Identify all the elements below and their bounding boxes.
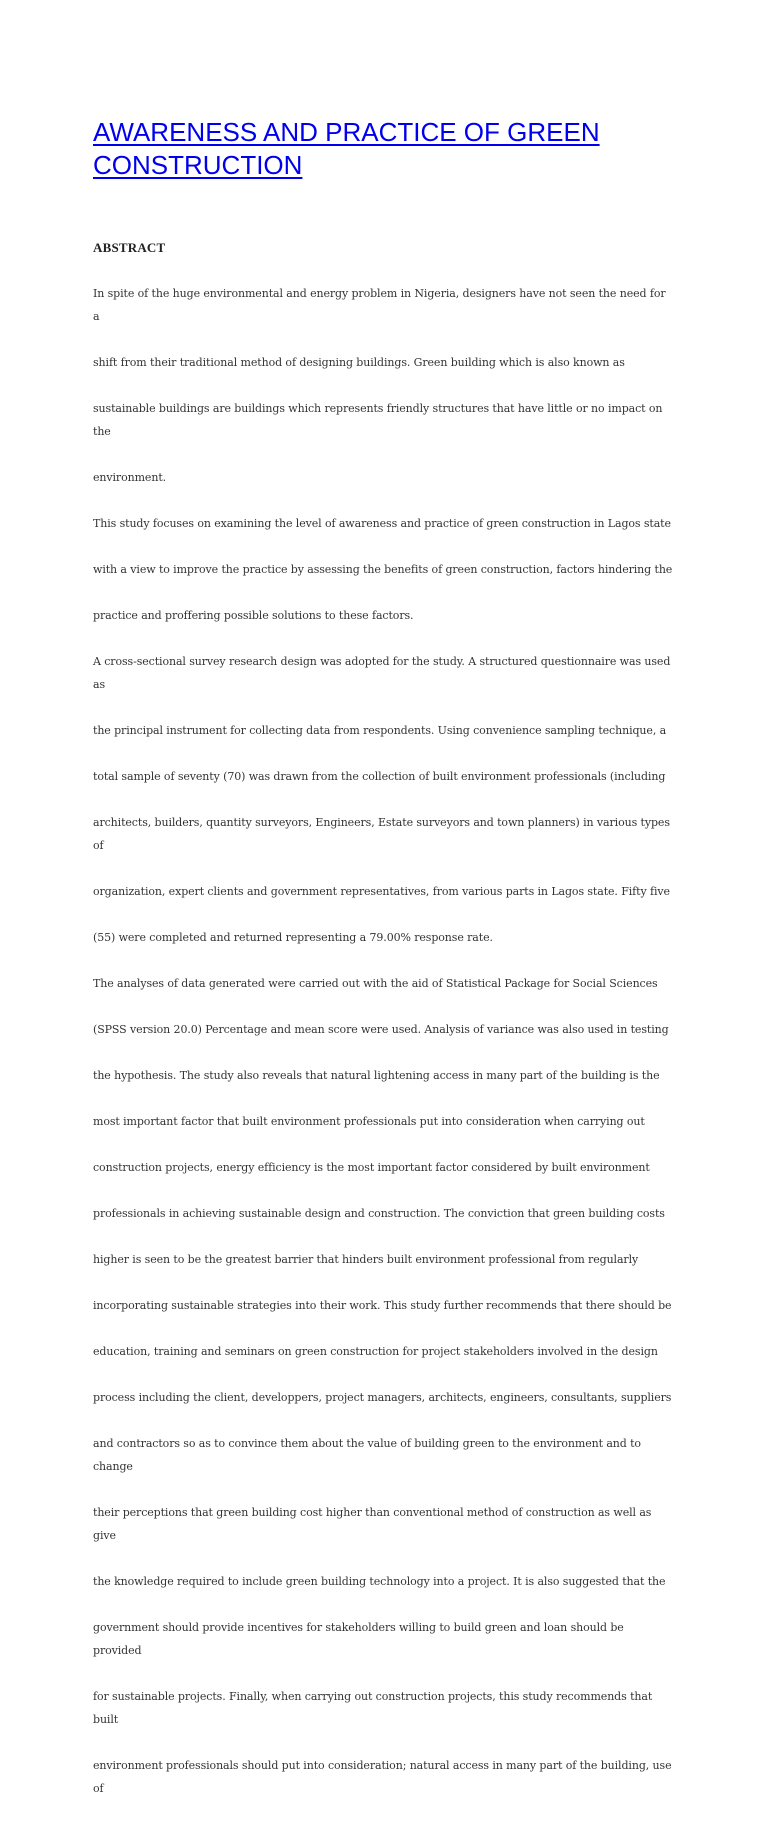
- abstract-line: government should provide incentives for stakeholders willing to build green and loan should be provided: [93, 1621, 624, 1657]
- abstract-line: In spite of the huge environmental and energy problem in Nigeria, designers have not seen the need for a: [93, 287, 666, 323]
- abstract-line: the knowledge required to include green building technology into a project. It is also suggested that the: [93, 1575, 666, 1588]
- document-title-link[interactable]: AWARENESS AND PRACTICE OF GREEN CONSTRUCTION: [93, 117, 600, 180]
- abstract-body: [93, 259, 673, 1823]
- abstract-line: This study focuses on examining the level of awareness and practice of green construction in Lagos state: [93, 517, 671, 530]
- abstract-line: the principal instrument for collecting data from respondents. Using convenience sampling technique, a: [93, 724, 667, 737]
- abstract-line: organization, expert clients and government representatives, from various parts in Lagos state. Fifty five: [93, 885, 670, 898]
- abstract-line: total sample of seventy (70) was drawn from the collection of built environment professionals (including: [93, 770, 666, 783]
- abstract-line: their perceptions that green building cost higher than conventional method of construction as well as give: [93, 1506, 652, 1542]
- abstract-line: for sustainable projects. Finally, when carrying out construction projects, this study recommends that built: [93, 1690, 653, 1726]
- abstract-line: practice and proffering possible solutions to these factors.: [93, 609, 414, 622]
- abstract-line: environment professionals should put into consideration; natural access in many part of the building, use of: [93, 1759, 672, 1795]
- abstract-line: and contractors so as to convince them about the value of building green to the environment and to change: [93, 1437, 641, 1473]
- abstract-line: with a view to improve the practice by assessing the benefits of green construction, factors hindering the: [93, 563, 673, 576]
- abstract-line: architects, builders, quantity surveyors, Engineers, Estate surveyors and town planners) in various types of: [93, 816, 670, 852]
- abstract-heading: ABSTRACT: [93, 240, 166, 255]
- abstract-line: shift from their traditional method of designing buildings. Green building which is also known as: [93, 356, 625, 369]
- abstract-line: The analyses of data generated were carried out with the aid of Statistical Package for Social Sciences: [93, 977, 658, 990]
- abstract-line: most important factor that built environment professionals put into consideration when carrying out: [93, 1115, 645, 1128]
- abstract-line: higher is seen to be the greatest barrier that hinders built environment professional from regularly: [93, 1253, 639, 1266]
- abstract-line: (55) were completed and returned representing a 79.00% response rate.: [93, 931, 493, 944]
- abstract-line: education, training and seminars on green construction for project stakeholders involved in the design: [93, 1345, 658, 1358]
- abstract-line: process including the client, developpers, project managers, architects, engineers, consultants, suppliers: [93, 1391, 672, 1404]
- abstract-line: environment.: [93, 471, 167, 484]
- abstract-line: the hypothesis. The study also reveals that natural lightening access in many part of the building is the: [93, 1069, 660, 1082]
- abstract-line: professionals in achieving sustainable design and construction. The conviction that green building costs: [93, 1207, 665, 1220]
- document-page: [93, 116, 673, 1823]
- abstract-line: (SPSS version 20.0) Percentage and mean score were used. Analysis of variance was also used in testing: [93, 1023, 669, 1036]
- abstract-line: construction projects, energy efficiency is the most important factor considered by built environment: [93, 1161, 650, 1174]
- abstract-line: sustainable buildings are buildings which represents friendly structures that have little or no impact on the: [93, 402, 663, 438]
- abstract-line: A cross-sectional survey research design was adopted for the study. A structured questionnaire was used as: [93, 655, 671, 691]
- abstract-line: incorporating sustainable strategies into their work. This study further recommends that there should be: [93, 1299, 672, 1312]
